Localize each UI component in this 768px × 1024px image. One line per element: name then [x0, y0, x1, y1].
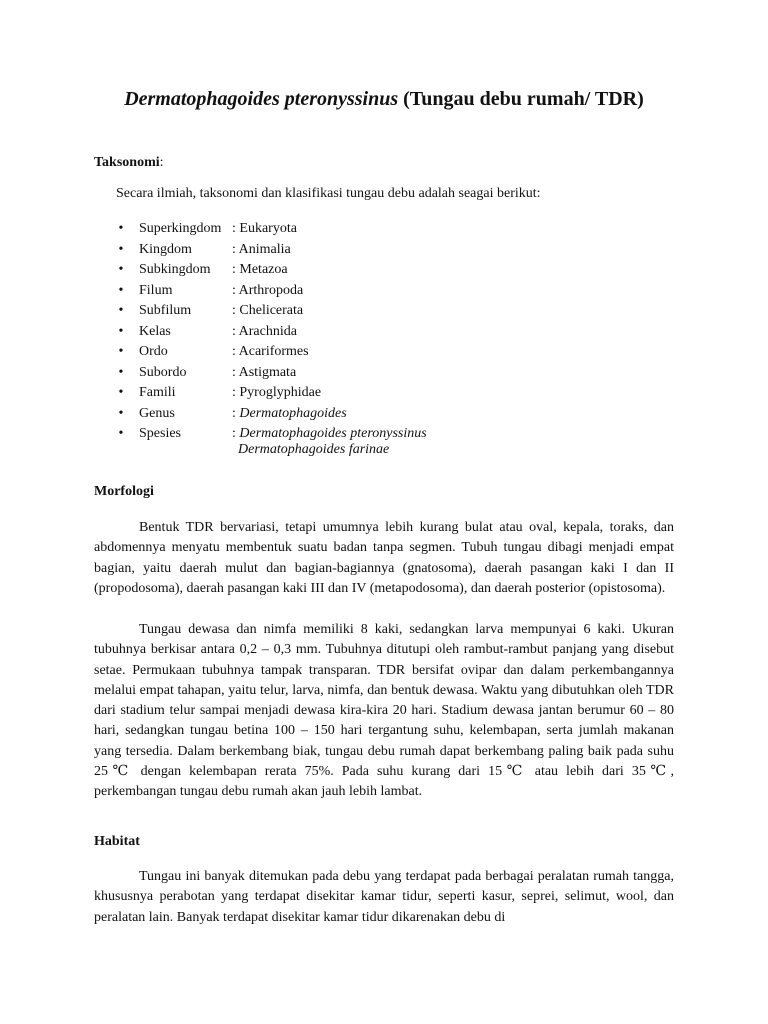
- taxonomy-rank: Ordo: [139, 344, 168, 359]
- taxonomy-value: [232, 260, 288, 281]
- taxonomy-value: [232, 219, 297, 240]
- taxonomy-rank: Filum: [139, 282, 173, 298]
- habitat-paragraph-1-text: Tungau ini banyak ditemukan pada debu yang terdapat pada berbagai peralatan rumah tangga, khususnya perabotan yang terdapat disekitar kamar tidur, seperti kasur, seprei, selimut, wool, dan peralatan lain. Banyak terdapat disekitar kamar tidur dikarenakan debu di: [94, 869, 674, 925]
- taxonomy-rank: Famili: [139, 385, 176, 400]
- taxonomy-value: [232, 281, 303, 302]
- taxonomy-value: [232, 240, 291, 261]
- taxonomy-value-text: : Metazoa: [232, 262, 288, 277]
- bullet-icon: •: [118, 426, 124, 441]
- bullet-icon: •: [118, 221, 124, 236]
- taxonomy-rank: Kingdom: [139, 241, 192, 257]
- taxonomy-rank: Spesies: [139, 426, 181, 441]
- title-species: Dermatophagoides pteronyssinus: [124, 88, 399, 110]
- morfologi-paragraph-2-text: Tungau dewasa dan nimfa memiliki 8 kaki, sedangkan larva mempunyai 6 kaki. Ukuran tubuhnya berkisar antara 0,2 – 0,3 mm. Tubuhnya ditutupi oleh rambut-rambut panjang yang disebut setae. Permukaan tubuhnya tampak transparan. TDR bersifat ovipar dan dalam perkembangannya melalui empat tahapan, yaitu telur, larva, nimfa, dan bentuk dewasa. Waktu yang dibutuhkan oleh TDR dari stadium telur sampai menjadi dewasa kira-kira 20 hari. Stadium dewasa jantan berumur 60 – 80 hari, sedangkan tungau betina 100 – 150 hari tergantung suhu, kelembapan, serta jumlah makanan yang tersedia. Dalam berkembang biak, tungau debu rumah dapat berkembang paling baik pada suhu 25℃ dengan kelembapan rerata 75%. Pada suhu kurang dari 15℃ atau lebih dari 35℃, perkembangan tungau debu rumah akan jauh lebih lambat.: [94, 622, 674, 800]
- taxonomy-rank: Subfilum: [139, 303, 192, 318]
- habitat-heading: Habitat: [94, 834, 140, 849]
- bullet-icon: •: [118, 262, 124, 277]
- taxonomy-value: [232, 404, 347, 425]
- taxonomy-value-italic: Dermatophagoides pteronyssinus: [239, 426, 427, 441]
- taxonomy-value-text: : Acariformes: [232, 344, 309, 359]
- taxonomy-heading: [94, 155, 164, 171]
- bullet-icon: •: [118, 385, 124, 400]
- taxonomy-value-text: : Pyroglyphidae: [232, 385, 322, 400]
- taxonomy-value: [232, 363, 296, 384]
- bullet-icon: •: [118, 405, 124, 421]
- taxonomy-value-text: : Arthropoda: [232, 282, 304, 298]
- taxonomy-extra-species: Dermatophagoides farinae: [238, 442, 390, 457]
- taxonomy-value-text: :: [232, 405, 240, 421]
- taxonomy-value-text: : Animalia: [232, 241, 291, 257]
- taxonomy-rank: Subkingdom: [139, 262, 211, 277]
- taxonomy-value: [232, 383, 321, 404]
- bullet-icon: •: [118, 323, 124, 339]
- taxonomy-value-italic: Dermatophagoides: [239, 405, 347, 421]
- bullet-icon: •: [118, 282, 124, 298]
- taxonomy-rank: Kelas: [139, 323, 171, 339]
- taxonomy-value: [232, 322, 297, 343]
- document-title: [0, 88, 768, 111]
- habitat-paragraph-1: [94, 867, 674, 928]
- morfologi-paragraph-1: [94, 518, 674, 599]
- bullet-icon: •: [118, 303, 124, 318]
- taxonomy-rank: Superkingdom: [139, 221, 222, 236]
- taxonomy-value: [232, 301, 303, 322]
- morfologi-heading: Morfologi: [94, 484, 154, 499]
- title-rest: (Tungau debu rumah/ TDR): [398, 88, 644, 110]
- taxonomy-heading-text: Taksonomi: [94, 155, 160, 170]
- taxonomy-value-text: : Chelicerata: [232, 303, 304, 318]
- bullet-icon: •: [118, 364, 124, 380]
- taxonomy-value-text: : Arachnida: [232, 323, 297, 339]
- taxonomy-value-text: : Eukaryota: [232, 221, 297, 236]
- bullet-icon: •: [118, 344, 124, 359]
- taxonomy-intro: Secara ilmiah, taksonomi dan klasifikasi tungau debu adalah seagai berikut:: [116, 186, 541, 201]
- taxonomy-value-text: :: [232, 426, 240, 441]
- taxonomy-heading-colon: :: [159, 155, 164, 170]
- morfologi-paragraph-2: [94, 620, 674, 803]
- bullet-icon: •: [118, 241, 124, 257]
- taxonomy-rank: Genus: [139, 405, 175, 421]
- taxonomy-rank: Subordo: [139, 364, 187, 380]
- taxonomy-value: [232, 342, 309, 363]
- taxonomy-value-text: : Astigmata: [232, 364, 297, 380]
- morfologi-paragraph-1-text: Bentuk TDR bervariasi, tetapi umumnya lebih kurang bulat atau oval, kepala, toraks, dan abdomennya menyatu membentuk suatu badan tanpa segmen. Tubuh tungau dibagi menjadi empat bagian, yaitu daerah mulut dan bagian-bagiannya (gnatosoma), daerah pasangan kaki I dan II (propodosoma), daerah pasangan kaki III dan IV (metapodosoma), dan daerah posterior (opistosoma).: [94, 520, 674, 596]
